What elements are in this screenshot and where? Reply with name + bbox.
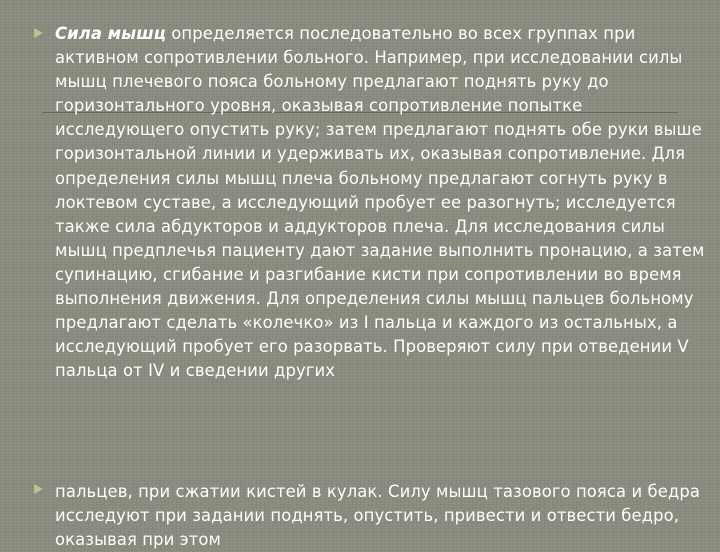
triangle-bullet-icon	[34, 484, 43, 494]
paragraph-body-text: определяется последовательно во всех группах при активном сопротивлении больного. Например, при исследовании силы мышц плечевого пояса больному предлагают поднять руку до горизонтального уровня, оказывая сопротивление попытке исследующего опустить руку; затем предлагают поднять обе руки выше горизонтальной линии и удерживать их, оказывая сопротивление. Для определения силы мышц плеча больному предлагают согнуть руку в локтевом суставе, а исследующий пробует ее разогнуть; исследуется также сила абдукторов и аддукторов плеча. Для исследования силы мышц предплечья пациенту дают задание выполнить пронацию, а затем супинацию, сгибание и разгибание кисти при сопротивлении во время выполнения движения. Для определения силы мышц пальцев больному предлагают сделать «колечко» из I пальца и каждого из остальных, а исследующий пробует его разорвать. Проверяют силу при отведении V пальца от IV и сведении других	[55, 24, 705, 381]
paragraph-muscle-strength	[55, 22, 705, 383]
paragraph-continuation	[55, 480, 705, 552]
triangle-bullet-icon	[34, 28, 43, 38]
paragraph-lead-term: Сила мышц	[55, 24, 166, 43]
paragraph-body-text: пальцев, при сжатии кистей в кулак. Силу мышц тазового пояса и бедра исследуют при задании поднять, опустить, привести и отвести бедро, оказывая при этом	[55, 482, 700, 550]
